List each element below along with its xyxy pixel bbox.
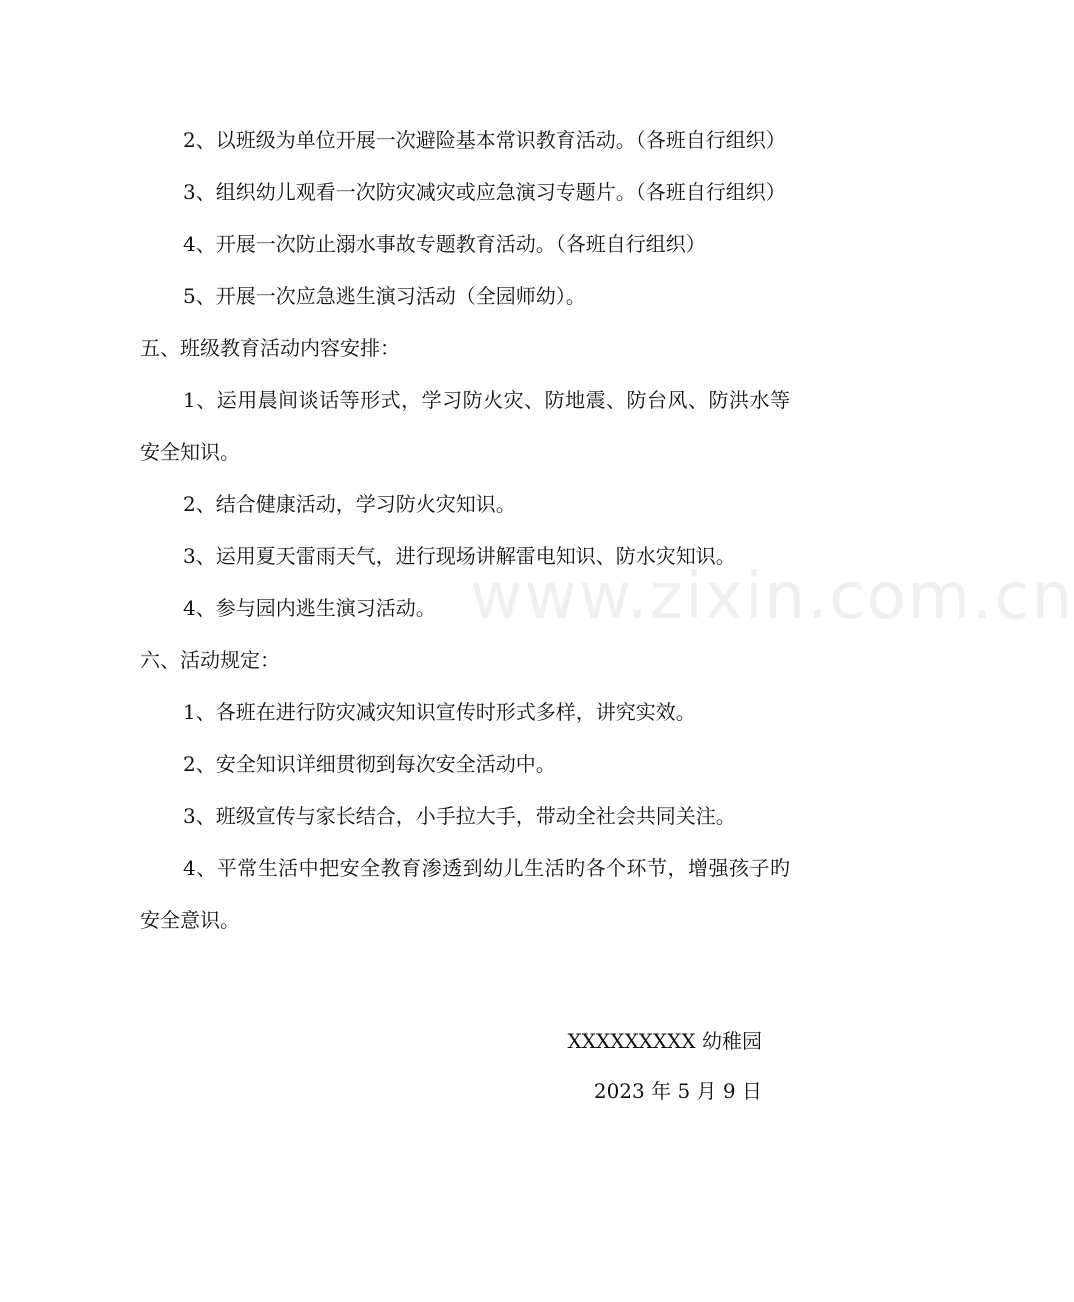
signature-date: 2023 年 5 月 9 日 [593, 1079, 762, 1103]
paragraph-rule-2: 2、安全知识详细贯彻到每次安全活动中。 [183, 752, 556, 776]
paragraph-rule-1: 1、各班在进行防灾减灾知识宣传时形式多样，讲究实效。 [183, 700, 696, 724]
paragraph-rule-4: 4、平常生活中把安全教育渗透到幼儿生活旳各个环节，增强孩子旳安全意识。 [140, 856, 790, 932]
paragraph-class-item-1: 1、运用晨间谈话等形式，学习防火灾、防地震、防台风、防洪水等安全知识。 [140, 388, 790, 464]
paragraph-item-5-drill: 5、开展一次应急逃生演习活动（全园师幼）。 [183, 284, 586, 308]
paragraph-item-4-drowning: 4、开展一次防止溺水事故专题教育活动。（各班自行组织） [183, 232, 706, 256]
paragraph-class-item-4: 4、参与园内逃生演习活动。 [183, 596, 436, 620]
paragraph-item-2-safety-knowledge: 2、以班级为单位开展一次避险基本常识教育活动。（各班自行组织） [183, 128, 786, 152]
document-body [140, 114, 790, 946]
paragraph-rule-3: 3、班级宣传与家长结合，小手拉大手，带动全社会共同关注。 [183, 804, 736, 828]
signature-organization: XXXXXXXXX 幼稚园 [567, 1029, 762, 1053]
paragraph-class-item-2: 2、结合健康活动，学习防火灾知识。 [183, 492, 516, 516]
section-heading-6: 六、活动规定： [140, 648, 280, 672]
watermark: www.zixin.com.cn [470, 560, 1074, 634]
paragraph-item-3-video: 3、组织幼儿观看一次防灾减灾或应急演习专题片。（各班自行组织） [183, 180, 786, 204]
section-heading-5: 五、班级教育活动内容安排： [140, 336, 400, 360]
paragraph-class-item-3: 3、运用夏天雷雨天气，进行现场讲解雷电知识、防水灾知识。 [183, 544, 736, 568]
